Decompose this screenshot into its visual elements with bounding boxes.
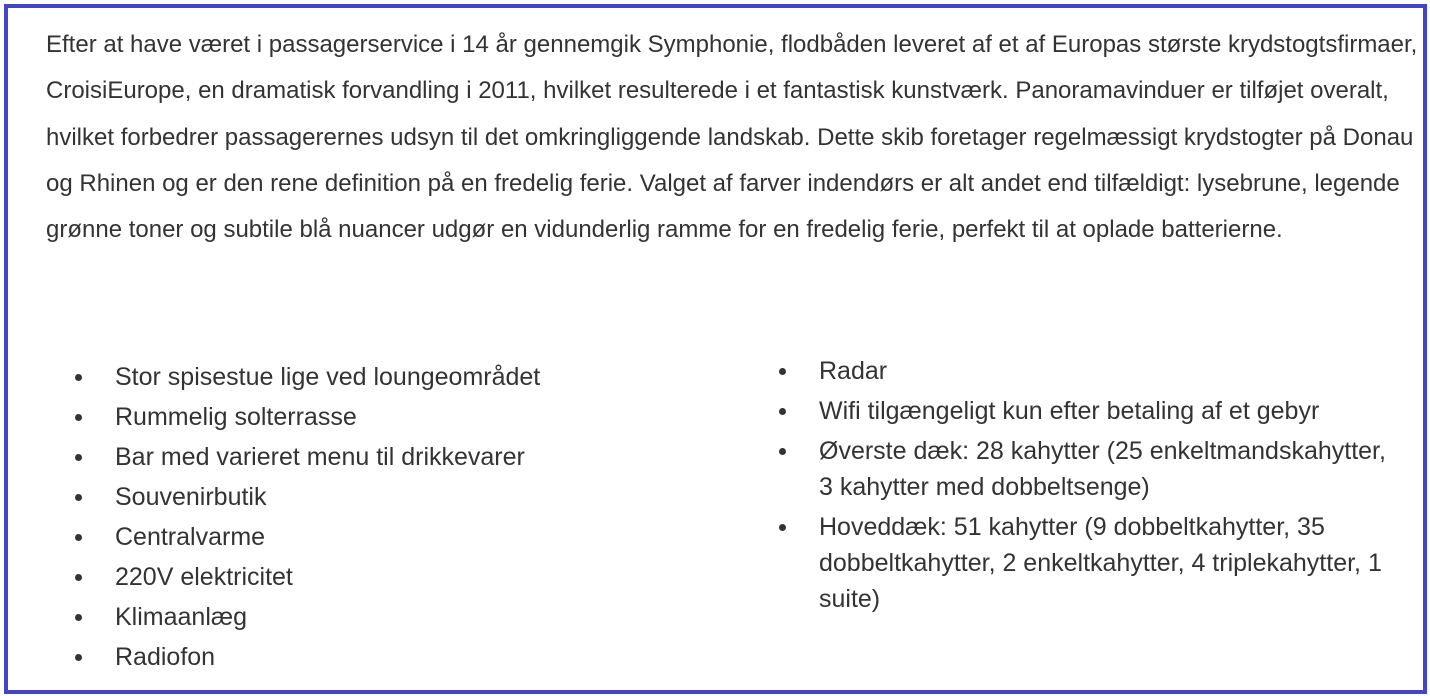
list-item — [772, 353, 1392, 389]
bullet-icon — [779, 408, 786, 415]
bullet-icon — [75, 374, 82, 381]
bullet-icon — [779, 368, 786, 375]
list-item — [68, 357, 708, 397]
features-list-right — [772, 353, 1392, 621]
bullet-icon — [75, 574, 82, 581]
bullet-icon — [75, 534, 82, 541]
list-item — [68, 597, 708, 637]
bullet-icon — [75, 654, 82, 661]
list-item-label: Wifi tilgængeligt kun efter betaling af et gebyr — [819, 397, 1320, 425]
list-item-label: Rummelig solterrasse — [115, 403, 357, 431]
list-item-label: Radar — [819, 357, 888, 385]
list-item — [68, 517, 708, 557]
list-item — [68, 397, 708, 437]
bullet-icon — [75, 454, 82, 461]
list-item — [772, 509, 1392, 617]
list-item — [68, 477, 708, 517]
bullet-icon — [779, 524, 786, 531]
description-paragraph: Efter at have været i passagerservice i 14 år gennemgik Symphonie, flodbåden leveret af et af Europas største krydstogtsfirmaer, CroisiEurope, en dramatisk forvandling i 2011, hvilket resulterede i et fantastisk kunstværk. Panoramavinduer er tilføjet overalt, hvilket forbedrer passagerernes udsyn til det omkringliggende landskab. Dette skib foretager regelmæssigt krydstogter på Donau og Rhinen og er den rene definition på en fredelig ferie. Valget af farver indendørs er alt andet end tilfældigt: lysebrune, legende grønne toner og subtile blå nuancer udgør en vidunderlig ramme for en fredelig ferie, perfekt til at oplade batterierne. — [46, 31, 1418, 244]
list-item-label: Bar med varieret menu til drikkevarer — [115, 443, 525, 471]
list-item — [68, 437, 708, 477]
bullet-icon — [75, 494, 82, 501]
list-item-label: Klimaanlæg — [115, 603, 248, 631]
list-item-label: Hoveddæk: 51 kahytter (9 dobbeltkahytter, 35 dobbeltkahytter, 2 enkeltkahytter, 4 triplekahytter, 1 suite) — [819, 513, 1382, 613]
features-list-left — [68, 357, 708, 677]
list-item-label: Centralvarme — [115, 523, 266, 551]
list-item-label: 220V elektricitet — [115, 563, 293, 591]
list-item — [68, 557, 708, 597]
bullet-icon — [779, 448, 786, 455]
list-item-label: Radiofon — [115, 643, 216, 671]
list-item — [68, 637, 708, 677]
list-item-label: Øverste dæk: 28 kahytter (25 enkeltmandskahytter, 3 kahytter med dobbeltsenge) — [819, 437, 1386, 501]
list-item — [772, 393, 1392, 429]
list-item-label: Souvenirbutik — [115, 483, 267, 511]
content-frame — [4, 4, 1427, 694]
bullet-icon — [75, 614, 82, 621]
list-item — [772, 433, 1392, 505]
list-item-label: Stor spisestue lige ved loungeområdet — [115, 363, 541, 391]
bullet-icon — [75, 414, 82, 421]
